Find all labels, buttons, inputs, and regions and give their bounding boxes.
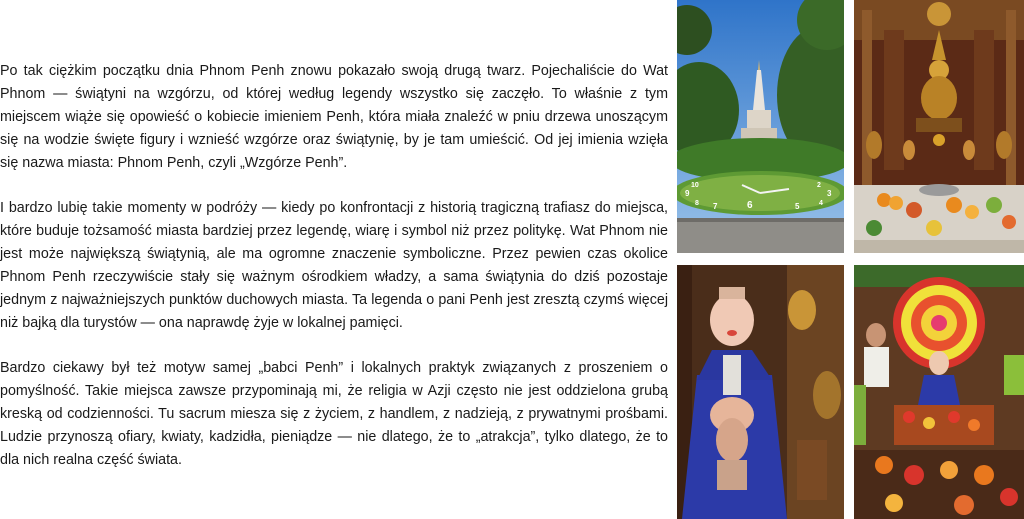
clock-digit-5: 5	[795, 202, 800, 211]
clock-digit-10: 10	[691, 182, 699, 189]
clock-digit-2: 2	[817, 182, 821, 189]
photo-offerings-altar	[854, 265, 1024, 519]
clock-digit-6: 6	[747, 200, 753, 211]
clock-digit-9: 9	[685, 189, 690, 198]
photo-wat-phnom-clock	[677, 0, 844, 253]
clock-digit-3: 3	[827, 189, 832, 198]
clock-digit-8: 8	[695, 200, 699, 207]
photo-temple-altar	[854, 0, 1024, 253]
paragraph-grandma-penh: Bardzo ciekawy był też motyw samej „babci Penh” i lokalnych praktyk związanych z proszeniem o pomyślność. Takie miejsca zawsze przypominają mi, że religia w Azji często nie jest oddzielona grubą kreską od codzienności. Tu sacrum miesza się z życiem, z handlem, z nadzieją, z prywatnymi prośbami. Ludzie przynoszą ofiary, kwiaty, kadzidła, pieniądze — nie dlatego, że to „atrakcja”, tylko dlatego, że to dla nich realna część świata.	[0, 360, 668, 468]
photo-grandma-penh-statue	[677, 265, 844, 519]
clock-digit-7: 7	[713, 202, 718, 211]
paragraph-legend: Po tak ciężkim początku dnia Phnom Penh znowu pokazało swoją drugą twarz. Pojechaliście do Wat Phnom — świątyni na wzgórzu, od której według legendy wszystko się zaczęło. To właśnie z tym miejscem wiąże się opowieść o kobiecie imieniem Penh, która miała znaleźć w pniu drzewa unoszącym się na wodzie święte figury i wznieść wzgórze oraz świątynię, by je tam umieścić. Od jej imienia wzięła się nazwa miasta: Phnom Penh, czyli „Wzgórze Penh”.	[0, 63, 668, 171]
paragraph-identity: I bardzo lubię takie momenty w podróży — kiedy po konfrontacji z historią tragiczną trafiasz do miejsca, które buduje tożsamość miasta bardziej przez legendę, wiarę i symbol niż przez politykę. Wat Phnom nie jest może największą świątynią, ale ma ogromne znaczenie symboliczne. Przez pewien czas okolice Phnom Penh rzeczywiście stały się ważnym ośrodkiem władzy, a sama świątynia do dziś pozostaje jednym z najważniejszych punktów duchowych miasta. Ta legenda o pani Penh jest zresztą czymś więcej niż bajką dla turystów — ona naprawdę żyje w lokalnej pamięci.	[0, 200, 668, 331]
clock-digit-4: 4	[819, 200, 823, 207]
article-text	[0, 60, 668, 494]
